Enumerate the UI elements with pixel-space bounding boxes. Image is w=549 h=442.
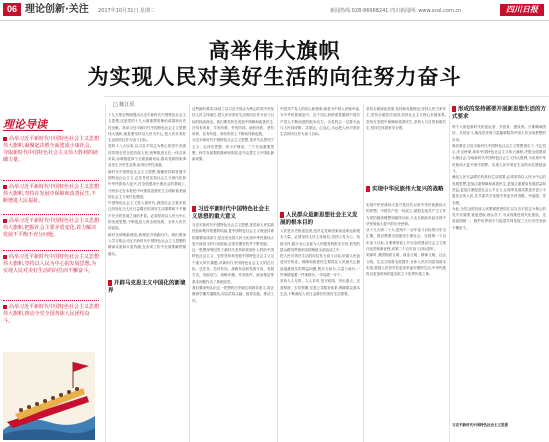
article-column-3a: 中国共产党人的初心和使命,就是为中国人民谋幸福,为中华民族谋复兴。这个初心和使命是激励中国共产党人不断前进的根本动力。全党同志一定要永远与人民同呼吸、共命运、心连心,永远把人民对美好生活的向往作为奋斗目标。 bbox=[280, 107, 360, 137]
subhead-c2: 开辟马克思主义中国化的新境界 bbox=[108, 280, 186, 294]
subhead-marker-icon bbox=[108, 280, 112, 286]
column-divider bbox=[363, 104, 364, 442]
sidebar-separator bbox=[3, 250, 99, 251]
subhead-c3: 习近平新时代中国特色社会主义思想的重大意义 bbox=[192, 206, 270, 220]
sidebar-tag: 理论导读 bbox=[3, 116, 63, 131]
article-column-4b: 实现中华民族伟大复兴是近代以来中华民族最伟大的梦想。中国共产党一经成立,就把实现共产主义作为党的最高理想和最终目标,义无反顾肩负起实现中华民族伟大复兴的历史使命。 从十九大到二十大,是两个一百年奋斗目标的历史交汇期。我们既要全面建成小康社会、实现第一个百年奋斗目标,又要乘势而上开启全面建设社会主义现代化国家新征程,向第二个百年奋斗目标进军。 到那时,我国物质文明、政治文明、精神文明、社会文明、生态文明将全面提升,全体人民共同富裕基本实现,我国人民将享有更加幸福安康的生活,中华民族将以更加昂扬的姿态屹立于世界民族之林。 bbox=[366, 203, 446, 277]
column-divider bbox=[105, 104, 106, 442]
sidebar-separator bbox=[3, 180, 99, 181]
article-column-4a: 坚持全面深化改革,坚持新发展理念,坚持人民当家作主,坚持全面依法治国,坚持社会主义核心价值体系,坚持在发展中保障和改善民生,坚持人与自然和谐共生,坚持总体国家安全观。 bbox=[366, 107, 446, 130]
bullet-icon bbox=[3, 137, 7, 141]
article-column-3b: 人民是历史的创造者,是决定党和国家前途命运的根本力量。必须坚持人民主体地位,坚持立党为公、执政为民,践行全心全意为人民服务的根本宗旨,把党的群众路线贯彻到治国理政全部活动之中。 把人民对美好生活的向往作为奋斗目标,依靠人民创造历史伟业。保障和改善民生要抓住人民最关心最直接最现实的利益问题,既尽力而为,又量力而行,一件事情接着一件事情办,一年接着一年干。 坚持人人尽责、人人享有,坚守底线、突出重点、完善制度、引导预期,完善公共服务体系,保障群众基本生活,不断满足人民日益增长的美好生活需要。 bbox=[280, 229, 360, 296]
sidebar-separator bbox=[3, 214, 99, 215]
article-column-1: 十九大报告鲜明提出习近平新时代中国特色社会主义思想,这是党的十九大最重要的理论成果和历史性贡献。高举习近平新时代中国特色社会主义思想伟大旗帜,就是要坚持以人民为中心,把人民对美好生活的向往作为奋斗目标。 党的十八大以来,以习近平同志为核心的党中央团结带领全党全国各族人民,统筹推进五位一体总体布局,协调推进四个全面战略布局,推动党和国家事业发生历史性变革,取得历史性成就。 新时代中国特色社会主义思想,明确坚持和发展中国特色社会主义,总任务是实现社会主义现代化和中华民族伟大复兴,在全面建成小康社会的基础上,分两步走在本世纪中叶建成富强民主文明和谐美丽的社会主义现代化强国。 中国特色社会主义进入新时代,我国社会主要矛盾已经转化为人民日益增长的美好生活需要和不平衡不充分的发展之间的矛盾。必须坚持以人民为中心的发展思想,不断促进人的全面发展、全体人民共同富裕。 新时代呼唤新理论,新理论引领新时代。我们要深入学习领会习近平新时代中国特色社会主义思想的精神实质和丰富内涵,在各项工作中全面准确贯彻落实。 bbox=[108, 113, 186, 256]
article-column-2a: 这些新的要求,体现了以习近平同志为核心的党中央坚持人民主体地位,把人民对美好生活的向往作为奋斗目标的执政理念。我们要坚持在发展中保障和改善民生,在幼有所育、学有所教、劳有所得、病有所医、老有所养、住有所居、弱有所扶上不断取得新进展。 习近平新时代中国特色社会主义思想,是对马克思列宁主义、毛泽东思想、邓小平理论、三个代表重要思想、科学发展观的继承和发展,是马克思主义中国化最新成果。 bbox=[192, 107, 274, 162]
caption: 习近平新时代中国特色社会主义思想 bbox=[452, 423, 508, 427]
headline-line-2: 为实现人民对美好生活的向往努力奋斗 bbox=[87, 65, 462, 89]
headline-rule bbox=[104, 96, 549, 97]
sidebar-item: 高举习近平新时代中国特色社会主义思想伟大旗帜,坚持在发展中保障和改善民生,不断增进人民福祉。 bbox=[3, 184, 100, 204]
subhead-marker-icon bbox=[452, 106, 456, 112]
subhead-marker-icon bbox=[366, 186, 370, 192]
page-header bbox=[0, 0, 549, 21]
contact-line: 新闻热线:028-86968241 四川新闻网: www.scol.com.cn bbox=[330, 8, 462, 14]
bullet-icon bbox=[3, 255, 7, 259]
column-divider bbox=[277, 104, 278, 442]
illustration bbox=[3, 352, 95, 440]
column-divider bbox=[189, 104, 190, 442]
sidebar-item: 高举习近平新时代中国特色社会主义思想伟大旗帜,凝聚起决胜全面建成小康社会、夺取新时代中国特色社会主义伟大胜利的磅礴力量。 bbox=[3, 136, 100, 163]
subhead-marker-icon bbox=[192, 206, 196, 212]
headline-line-1: 高举伟大旗帜 bbox=[208, 39, 341, 63]
sidebar-item: 高举习近平新时代中国特色社会主义思想伟大旗帜,坚持以人民为中心的发展思想,为实现人民对美好生活的向往而不懈奋斗。 bbox=[3, 254, 100, 274]
subhead-marker-icon bbox=[280, 212, 284, 218]
article-column-2b: 习近平新时代中国特色社会主义思想,是党和人民实践经验和集体智慧的结晶,是中国特色社会主义理论体系的重要组成部分,是全党全国人民为实现中华民族伟大复兴而奋斗的行动指南,必须长期坚持并不断发展。 这一思想深刻回答了新时代坚持和发展什么样的中国特色社会主义、怎样坚持和发展中国特色社会主义这个重大时代课题,对新时代中国特色社会主义的总目标、总任务、总体布局、战略布局和发展方向、发展方式、发展动力、战略步骤、外部条件、政治保证等基本问题作出了系统回答。 我们要深刻认识这一思想的历史地位和指导意义,真正做到学懂弄通做实,用以武装头脑、指导实践、推动工作。 bbox=[192, 223, 274, 303]
newspaper-logo: 四川日报 bbox=[500, 4, 544, 16]
article-column-5: 每个人都是新时代的见证者、开创者、建设者。只要精诚团结、共同奋斗,就没有任何力量能够阻挡中国人民实现梦想的步伐。 我们要在习近平新时代中国特色社会主义思想指引下,不忘初心,牢记使命,高举中国特色社会主义伟大旗帜,决胜全面建成小康社会,夺取新时代中国特色社会主义伟大胜利,为实现中华民族伟大复兴的中国梦、实现人民对美好生活的向往继续奋斗。 满足人民日益增长的美好生活需要,必须坚持以人民为中心的发展思想,更加注重保障和改善民生,更加注重提高发展质量和效益,更加注重促进社会公平正义,让改革发展成果更多更公平惠及全体人民,在共建共享发展中有更多获得感、幸福感、安全感。 为此,全党全国各族人民要紧密团结在以习近平同志为核心的党中央周围,锐意进取,埋头苦干,为实现推进现代化建设、完成祖国统一、维护世界和平与促进共同发展三大历史任务而不懈奋斗。 bbox=[452, 125, 546, 230]
main-headline bbox=[0, 38, 549, 90]
bullet-icon bbox=[3, 185, 7, 189]
issue-date: 2017年10月31日 星期二 bbox=[98, 8, 156, 14]
section-title: 理论创新·关注 bbox=[25, 4, 89, 15]
bullet-icon bbox=[3, 219, 7, 223]
sidebar-item: 高举习近平新时代中国特色社会主义思想伟大旗帜,把握社会主要矛盾变化,着力解决发展不平衡不充分问题。 bbox=[3, 218, 100, 238]
page-number: 06 bbox=[3, 3, 21, 16]
sidebar-item: 高举习近平新时代中国特色社会主义思想伟大旗帜,推动全党全国各族人民团结奋斗。 bbox=[3, 304, 100, 324]
subhead-c4: 人民群众是新思想社会主义发展的根本目的 bbox=[280, 212, 358, 226]
bullet-icon bbox=[3, 305, 7, 309]
subhead-c5a: 实现中华民族伟大复兴的战略 bbox=[366, 186, 446, 194]
byline: □ 陈江乐 bbox=[113, 102, 135, 108]
column-divider bbox=[449, 104, 450, 442]
sidebar-separator bbox=[3, 300, 99, 301]
subhead-c5b: 形成的坚持需要开展新思想生活的方式要求 bbox=[452, 106, 547, 120]
